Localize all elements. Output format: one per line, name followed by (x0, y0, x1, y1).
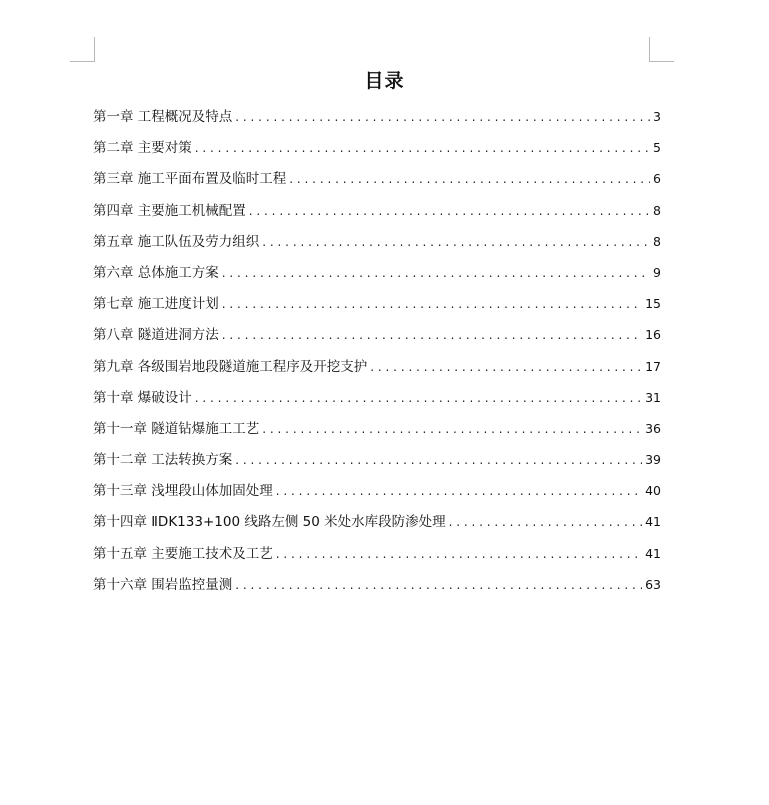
toc-entry-label: 第十一章 隧道钻爆施工工艺 (93, 420, 260, 437)
toc-entry-label: 第十四章 ⅡDK133+100 线路左侧 50 米处水库段防渗处理 (93, 514, 446, 531)
toc-entry-label: 第二章 主要对策 (93, 140, 192, 157)
toc-entry-page: 3 (653, 109, 661, 124)
toc-leader (195, 137, 650, 159)
toc-leader (222, 262, 650, 284)
crop-mark-top-left (70, 37, 95, 62)
toc-entry-label: 第六章 总体施工方案 (93, 264, 219, 281)
toc-entry[interactable] (93, 293, 661, 324)
toc-entry-label: 第七章 施工进度计划 (93, 296, 219, 313)
toc-entry[interactable] (93, 168, 661, 199)
toc-entry-label: 第十五章 主要施工技术及工艺 (93, 545, 273, 562)
toc-entry[interactable] (93, 387, 661, 418)
toc-leader (262, 418, 642, 440)
toc-entry-label: 第四章 主要施工机械配置 (93, 202, 246, 219)
toc-leader (449, 511, 643, 533)
toc-entry[interactable] (93, 137, 661, 168)
toc-entry-label: 第五章 施工队伍及劳力组织 (93, 233, 260, 250)
toc-entry[interactable] (93, 480, 661, 511)
toc-entry-label: 第九章 各级围岩地段隧道施工程序及开挖支护 (93, 358, 368, 375)
toc-entry[interactable] (93, 231, 661, 262)
toc-leader (276, 480, 642, 502)
toc-leader (222, 293, 642, 315)
toc-entry[interactable] (93, 324, 661, 355)
toc-entry-page: 41 (645, 514, 661, 530)
toc-leader (276, 543, 642, 565)
toc-entry-page: 5 (653, 140, 661, 156)
toc-entry-page: 31 (645, 389, 661, 405)
toc-leader (195, 387, 642, 409)
toc-title: 目录 (364, 70, 405, 92)
toc-entry-label: 第八章 隧道进洞方法 (93, 327, 219, 344)
toc-list (93, 106, 661, 605)
toc-entry-page: 15 (645, 296, 661, 312)
toc-entry[interactable] (93, 574, 661, 605)
toc-entry[interactable] (93, 262, 661, 293)
toc-leader (249, 200, 650, 222)
toc-entry[interactable] (93, 449, 661, 480)
toc-entry-label: 第十六章 围岩监控量测 (93, 576, 233, 593)
toc-entry-page: 6 (653, 171, 661, 187)
toc-entry-label: 第十章 爆破设计 (93, 389, 192, 406)
toc-leader (222, 324, 642, 346)
toc-entry-label: 第三章 施工平面布置及临时工程 (93, 171, 287, 188)
toc-entry[interactable] (93, 511, 661, 542)
toc-entry-page: 41 (645, 545, 661, 561)
toc-entry-page: 17 (645, 358, 661, 374)
toc-leader (235, 449, 642, 471)
toc-entry-page: 16 (645, 327, 661, 343)
toc-entry-page: 36 (645, 420, 661, 436)
toc-entry-label: 第一章 工程概况及特点 (93, 109, 233, 125)
toc-entry[interactable] (93, 543, 661, 574)
toc-entry-page: 63 (645, 576, 661, 592)
toc-entry-page: 8 (653, 202, 661, 218)
toc-leader (235, 574, 642, 596)
toc-leader (289, 168, 650, 190)
toc-entry[interactable] (93, 106, 661, 137)
toc-entry-page: 40 (645, 483, 661, 499)
crop-mark-top-right (649, 37, 674, 62)
toc-leader (235, 106, 650, 128)
toc-entry[interactable] (93, 418, 661, 449)
toc-entry-page: 9 (653, 264, 661, 280)
toc-leader (370, 356, 642, 378)
toc-entry[interactable] (93, 356, 661, 387)
toc-entry-page: 8 (653, 233, 661, 249)
toc-entry[interactable] (93, 200, 661, 231)
toc-entry-label: 第十三章 浅埋段山体加固处理 (93, 483, 273, 500)
toc-entry-page: 39 (645, 452, 661, 468)
toc-entry-label: 第十二章 工法转换方案 (93, 452, 233, 469)
toc-leader (262, 231, 650, 253)
